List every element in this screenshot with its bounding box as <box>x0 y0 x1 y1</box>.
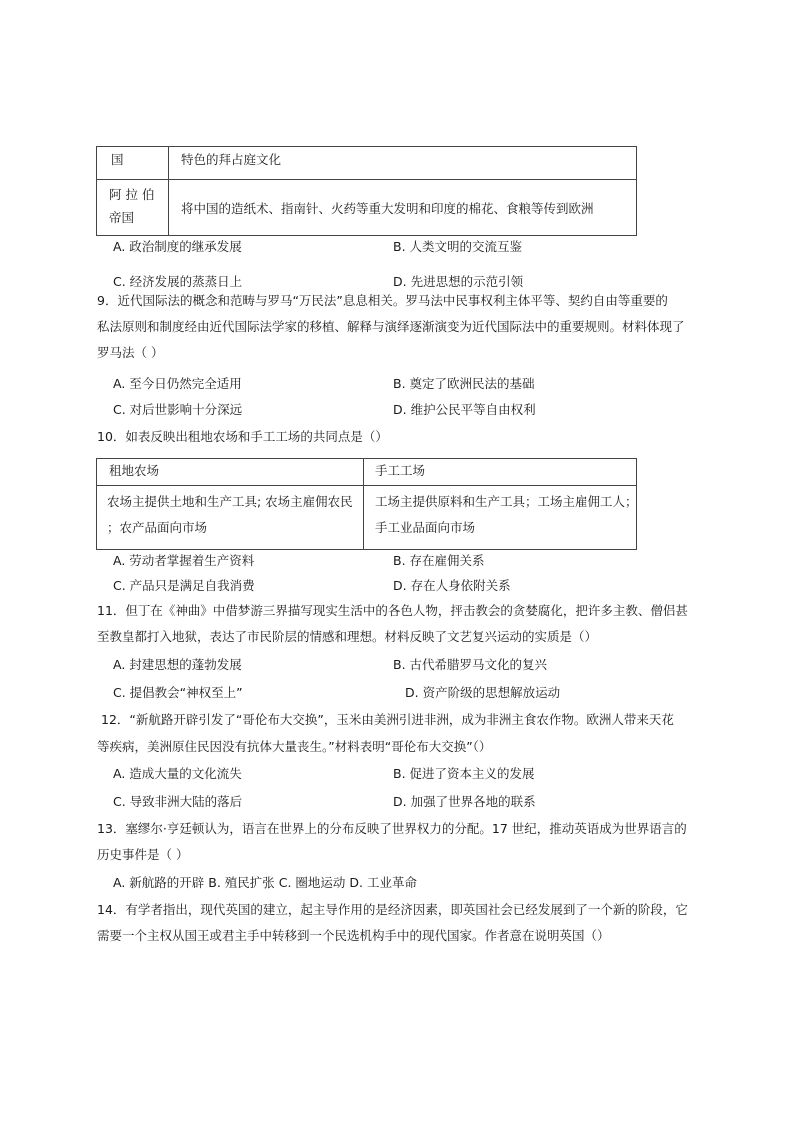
table-q10-cell-left-1: 农场主提供土地和生产工具; 农场主雇佣农民 <box>107 494 353 509</box>
q11-stem-2: 至教皇都打入地狱，表达了市民阶层的情感和理想。材料反映了文艺复兴运动的实质是（） <box>97 629 598 644</box>
table-q8-r1-left: 国 <box>111 152 124 167</box>
table-q8 <box>96 146 637 236</box>
table-q10-cell-left-2: ；农产品面向市场 <box>107 520 208 535</box>
table-q10-col-divider <box>363 459 364 549</box>
q12-option-d[interactable]: D. 加强了世界各地的联系 <box>393 794 536 809</box>
table-q8-r2-left-2: 帝国 <box>109 210 135 225</box>
q10-option-b[interactable]: B. 存在雇佣关系 <box>393 553 485 568</box>
q8-option-d[interactable]: D. 先进思想的示范引领 <box>393 274 524 289</box>
q9-option-b[interactable]: B. 奠定了欧洲民法的基础 <box>393 376 535 391</box>
table-q10-cell-right-2: 手工业品面向市场 <box>375 520 476 535</box>
q9-option-c[interactable]: C. 对后世影响十分深远 <box>113 402 243 417</box>
q9-option-a[interactable]: A. 至今日仍然完全适用 <box>113 376 242 391</box>
q10-option-a[interactable]: A. 劳动者掌握着生产资料 <box>113 553 255 568</box>
table-q10-header-left: 租地农场 <box>109 463 160 478</box>
table-q10-row-divider <box>97 485 636 486</box>
q8-option-b[interactable]: B. 人类文明的交流互鉴 <box>393 239 523 254</box>
q13-stem-1: 13．塞缪尔·亨廷顿认为，语言在世界上的分布反映了世界权力的分配。17 世纪，推动英语成为世界语言的 <box>97 821 687 836</box>
q12-option-b[interactable]: B. 促进了资本主义的发展 <box>393 766 535 781</box>
q11-option-c[interactable]: C. 提倡教会“神权至上” <box>113 685 243 700</box>
table-q8-r2-right: 将中国的造纸术、指南针、火药等重大发明和印度的棉花、食粮等传到欧洲 <box>181 201 594 216</box>
table-q10-cell-right-1: 工场主提供原料和生产工具；工场主雇佣工人； <box>375 494 638 509</box>
table-q8-col-divider <box>168 147 169 235</box>
table-q8-r2-left-1: 阿 拉 伯 <box>109 187 155 202</box>
q13-options[interactable]: A. 新航路的开辟 B. 殖民扩张 C. 圈地运动 D. 工业革命 <box>113 875 417 890</box>
q11-option-a[interactable]: A. 封建思想的蓬勃发展 <box>113 657 242 672</box>
q11-option-d[interactable]: D. 资产阶级的思想解放运动 <box>405 685 561 700</box>
q13-stem-2: 历史事件是（ ） <box>97 847 189 862</box>
q10-option-c[interactable]: C. 产品只是满足自我消费 <box>113 578 255 593</box>
q12-option-a[interactable]: A. 造成大量的文化流失 <box>113 766 242 781</box>
q8-option-c[interactable]: C. 经济发展的蒸蒸日上 <box>113 274 243 289</box>
q12-stem-2: 等疾病，美洲原住民因没有抗体大量丧生。”材料表明“哥伦布大交换”（） <box>97 739 492 754</box>
q9-stem-3: 罗马法（ ） <box>97 345 164 360</box>
q10-stem: 10．如表反映出租地农场和手工工场的共同点是（） <box>97 429 388 444</box>
q11-option-b[interactable]: B. 古代希腊罗马文化的复兴 <box>393 657 548 672</box>
q12-stem-1: 12．“新航路开辟引发了“哥伦布大交换”，玉米由美洲引进非洲，成为非洲主食农作物。欧洲人带来天花 <box>101 712 674 727</box>
table-q10-header-right: 手工工场 <box>375 463 426 478</box>
table-q8-row-divider <box>97 179 636 180</box>
q9-stem-1: 9．近代国际法的概念和范畴与罗马“万民法”息息相关。罗马法中民事权利主体平等、契约自由等重要的 <box>97 293 668 308</box>
q10-option-d[interactable]: D. 存在人身依附关系 <box>393 578 511 593</box>
q12-option-c[interactable]: C. 导致非洲大陆的落后 <box>113 794 243 809</box>
q11-stem-1: 11．但丁在《神曲》中借梦游三界描写现实生活中的各色人物，抨击教会的贪婪腐化，把许多主教、僧侣甚 <box>97 603 688 618</box>
q14-stem-2: 需要一个主权从国王或君主手中转移到一个民选机构手中的现代国家。作者意在说明英国（） <box>97 928 610 943</box>
table-q10 <box>96 458 637 550</box>
q8-option-a[interactable]: A. 政治制度的继承发展 <box>113 239 242 254</box>
table-q8-r1-right: 特色的拜占庭文化 <box>181 152 282 167</box>
q9-stem-2: 私法原则和制度经由近代国际法学家的移植、解释与演绎逐渐演变为近代国际法中的重要规则。材料体现了 <box>97 319 685 334</box>
q9-option-d[interactable]: D. 维护公民平等自由权利 <box>393 402 536 417</box>
q14-stem-1: 14．有学者指出，现代英国的建立，起主导作用的是经济因素，即英国社会已经发展到了一个新的阶段，它 <box>97 902 688 917</box>
